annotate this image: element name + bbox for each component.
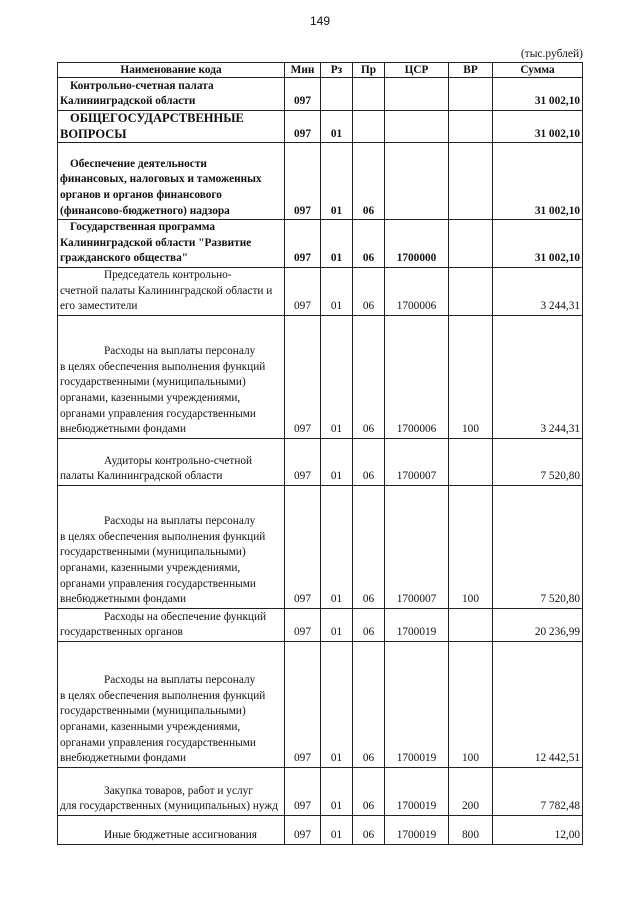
row-name-line1: Расходы на обеспечение функций <box>104 610 267 623</box>
row-sum: 31 002,10 <box>493 143 583 220</box>
row-name-rest: государственных органов <box>60 626 183 639</box>
row-name-rest: счетной палаты Калининградской области и его заместители <box>60 284 273 313</box>
table-row <box>58 438 583 485</box>
row-csr <box>385 111 449 143</box>
row-min: 097 <box>285 815 321 844</box>
table-row <box>58 111 583 143</box>
row-csr: 1700006 <box>385 267 449 315</box>
row-name-line1: Аудиторы контрольно-счетной <box>104 454 253 467</box>
row-pr: 06 <box>353 641 385 767</box>
row-name-rest: ВОПРОСЫ <box>60 126 127 141</box>
table-row <box>58 608 583 641</box>
row-csr: 1700019 <box>385 767 449 815</box>
row-name-rest: финансовых, налоговых и таможенных органов и органов финансового (финансово-бюджетного) надзора <box>60 173 262 217</box>
row-name <box>58 767 285 815</box>
row-pr <box>353 111 385 143</box>
row-vr <box>449 220 493 268</box>
col-header-min: Мин <box>285 63 321 78</box>
table-row <box>58 78 583 111</box>
row-name <box>58 267 285 315</box>
row-sum: 7 520,80 <box>493 485 583 608</box>
row-vr: 800 <box>449 815 493 844</box>
row-name-line1: Контрольно-счетная палата <box>70 79 214 92</box>
row-name-line1: Государственная программа <box>70 221 216 234</box>
row-sum: 3 244,31 <box>493 315 583 438</box>
col-header-pr: Пр <box>353 63 385 78</box>
row-vr: 100 <box>449 485 493 608</box>
row-pr: 06 <box>353 767 385 815</box>
row-min: 097 <box>285 143 321 220</box>
row-name <box>58 608 285 641</box>
row-rz: 01 <box>321 220 353 268</box>
row-min: 097 <box>285 315 321 438</box>
row-pr: 06 <box>353 143 385 220</box>
row-name <box>58 315 285 438</box>
row-name <box>58 220 285 268</box>
row-rz: 01 <box>321 767 353 815</box>
row-sum: 7 520,80 <box>493 438 583 485</box>
row-csr <box>385 143 449 220</box>
row-vr <box>449 267 493 315</box>
units-label: (тыс.рублей) <box>520 48 583 60</box>
row-name-line1: Расходы на выплаты персоналу <box>104 345 256 358</box>
row-rz: 01 <box>321 315 353 438</box>
budget-table <box>57 62 583 845</box>
row-pr: 06 <box>353 315 385 438</box>
table-header-row <box>58 63 583 78</box>
row-sum: 12,00 <box>493 815 583 844</box>
row-rz: 01 <box>321 485 353 608</box>
row-name-rest: Калининградской области "Развитие гражданского общества" <box>60 236 252 265</box>
page-number: 149 <box>309 14 331 28</box>
row-min: 097 <box>285 608 321 641</box>
row-sum: 7 782,48 <box>493 767 583 815</box>
table-row <box>58 143 583 220</box>
row-pr: 06 <box>353 267 385 315</box>
col-header-vr: ВР <box>449 63 493 78</box>
row-name-line1: Иные бюджетные ассигнования <box>104 829 257 842</box>
row-min: 097 <box>285 485 321 608</box>
row-vr <box>449 438 493 485</box>
row-name-rest: Калининградской области <box>60 95 196 108</box>
table-row <box>58 315 583 438</box>
row-name-line1: Председатель контрольно- <box>104 268 232 281</box>
row-csr: 1700000 <box>385 220 449 268</box>
table-row <box>58 815 583 844</box>
row-pr: 06 <box>353 220 385 268</box>
row-pr <box>353 78 385 111</box>
row-name-rest: в целях обеспечения выполнения функций государственными (муниципальными) органами, казенными учреждениями, органами управления государственными внебюджетными фондами <box>60 689 266 765</box>
row-rz: 01 <box>321 143 353 220</box>
row-name-rest: для государственных (муниципальных) нужд <box>60 800 278 813</box>
col-header-sum: Сумма <box>493 63 583 78</box>
row-vr <box>449 111 493 143</box>
row-sum: 31 002,10 <box>493 111 583 143</box>
table-row <box>58 641 583 767</box>
row-name <box>58 78 285 111</box>
row-name-line1: Расходы на выплаты персоналу <box>104 515 256 528</box>
row-vr: 100 <box>449 315 493 438</box>
row-min: 097 <box>285 111 321 143</box>
row-name-line1: Обеспечение деятельности <box>70 157 207 170</box>
row-pr: 06 <box>353 485 385 608</box>
row-sum: 31 002,10 <box>493 220 583 268</box>
row-min: 097 <box>285 78 321 111</box>
row-csr: 1700007 <box>385 485 449 608</box>
row-sum: 20 236,99 <box>493 608 583 641</box>
row-pr: 06 <box>353 815 385 844</box>
row-min: 097 <box>285 220 321 268</box>
row-min: 097 <box>285 438 321 485</box>
row-sum: 3 244,31 <box>493 267 583 315</box>
row-rz: 01 <box>321 641 353 767</box>
row-name-line1: Закупка товаров, работ и услуг <box>104 784 253 797</box>
row-name <box>58 485 285 608</box>
row-name-rest: в целях обеспечения выполнения функций государственными (муниципальными) органами, казенными учреждениями, органами управления государственными внебюджетными фондами <box>60 530 266 606</box>
row-csr: 1700007 <box>385 438 449 485</box>
row-name <box>58 815 285 844</box>
row-csr: 1700006 <box>385 315 449 438</box>
row-csr: 1700019 <box>385 641 449 767</box>
row-min: 097 <box>285 641 321 767</box>
row-rz <box>321 78 353 111</box>
col-header-rz: Рз <box>321 63 353 78</box>
row-rz: 01 <box>321 438 353 485</box>
table-row <box>58 485 583 608</box>
row-pr: 06 <box>353 608 385 641</box>
table-row <box>58 220 583 268</box>
row-pr: 06 <box>353 438 385 485</box>
row-rz: 01 <box>321 267 353 315</box>
row-min: 097 <box>285 267 321 315</box>
row-min: 097 <box>285 767 321 815</box>
row-name <box>58 111 285 143</box>
table-row <box>58 267 583 315</box>
row-name <box>58 143 285 220</box>
row-name-rest: палаты Калининградской области <box>60 470 223 483</box>
row-csr: 1700019 <box>385 608 449 641</box>
row-name <box>58 438 285 485</box>
row-vr <box>449 78 493 111</box>
row-sum: 31 002,10 <box>493 78 583 111</box>
row-vr: 100 <box>449 641 493 767</box>
row-name-line1: ОБЩЕГОСУДАРСТВЕННЫЕ <box>70 111 244 125</box>
row-vr: 200 <box>449 767 493 815</box>
row-name <box>58 641 285 767</box>
row-name-line1: Расходы на выплаты персоналу <box>104 674 256 687</box>
row-rz: 01 <box>321 815 353 844</box>
row-vr <box>449 608 493 641</box>
row-csr <box>385 78 449 111</box>
row-name-rest: в целях обеспечения выполнения функций государственными (муниципальными) органами, казенными учреждениями, органами управления государственными внебюджетными фондами <box>60 360 266 436</box>
table-row <box>58 767 583 815</box>
row-rz: 01 <box>321 111 353 143</box>
col-header-name: Наименование кода <box>58 63 285 78</box>
row-rz: 01 <box>321 608 353 641</box>
row-csr: 1700019 <box>385 815 449 844</box>
row-sum: 12 442,51 <box>493 641 583 767</box>
row-vr <box>449 143 493 220</box>
col-header-csr: ЦСР <box>385 63 449 78</box>
